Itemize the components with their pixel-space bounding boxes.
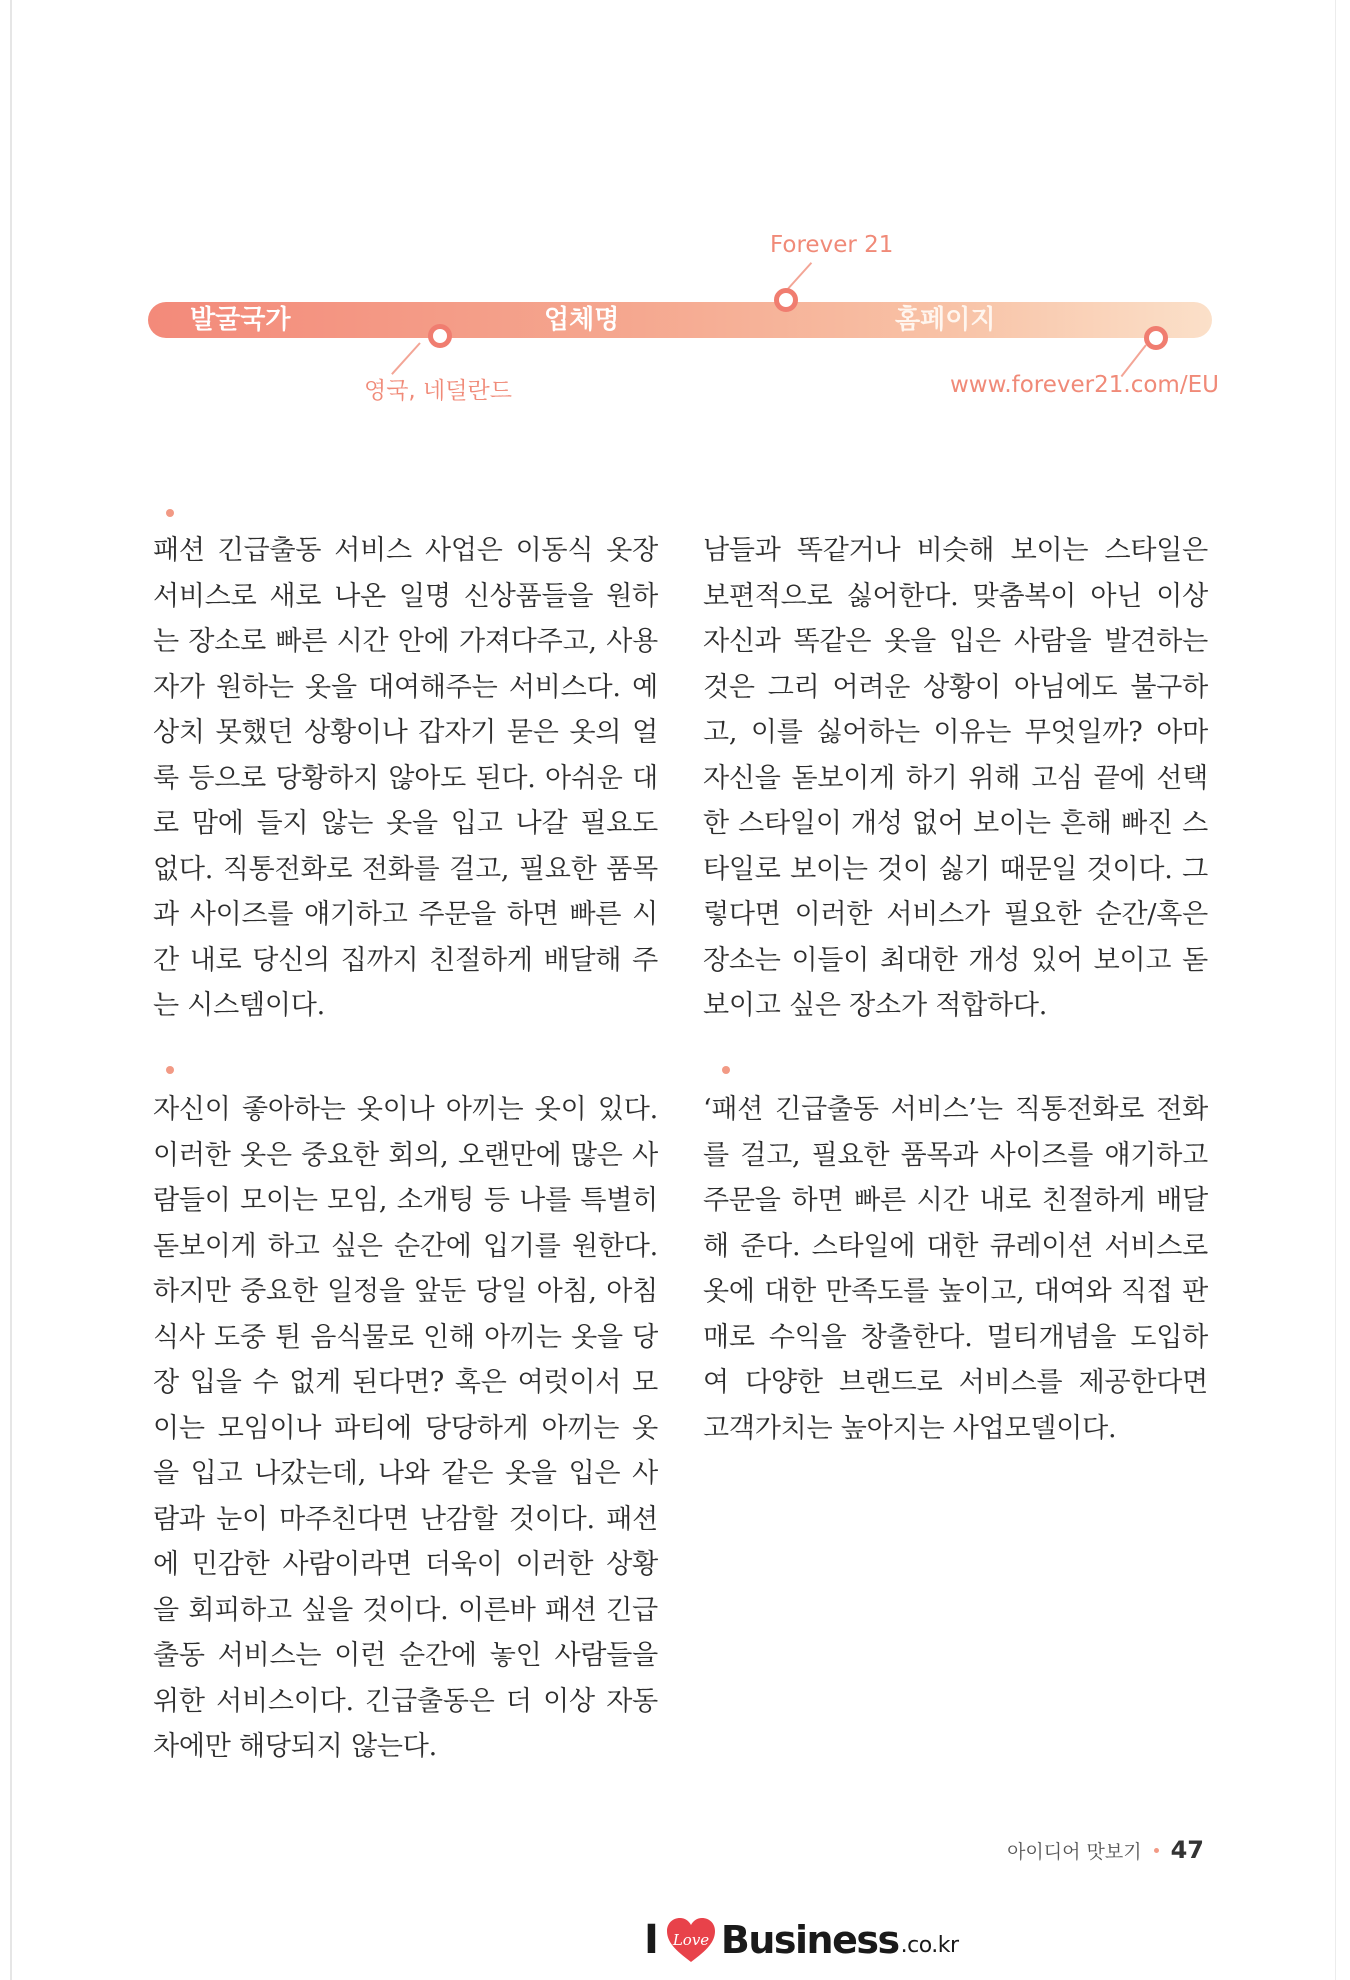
paragraph: 남들과 똑같거나 비슷해 보이는 스타일은 보편적으로 싫어한다. 맞춤복이 아닌 이상 자신과 똑같은 옷을 입은 사람을 발견하는 것은 그리 어려운 상황이 아님에도 불구하고, 이를 싫어하는 이유는 무엇일까? 아마 자신을 돋보이게 하기 위해 고심 끝에 선택한 스타일이 개성 없어 보이는 흔해 빠진 스타일로 보이는 것이 싫기 때문일 것이다. 그렇다면 이러한 서비스가 필요한 순간/혹은 장소는 이들이 최대한 개성 있어 보이고 돋보이고 싶은 장소가 적합하다. xyxy=(703,535,1208,1021)
heart-icon xyxy=(665,1916,717,1964)
paragraph: 패션 긴급출동 서비스 사업은 이동식 옷장 서비스로 새로 나온 일명 신상품들을 원하는 장소로 빠른 시간 안에 가져다주고, 사용자가 원하는 옷을 대여해주는 서비스다. 예상치 못했던 상황이나 갑자기 묻은 옷의 얼룩 등으로 당황하지 않아도 된다. 아쉬운 대로 맘에 들지 않는 옷을 입고 나갈 필요도 없다. 직통전화로 전화를 걸고, 필요한 품목과 사이즈를 얘기하고 주문을 하면 빠른 시간 내로 당신의 집까지 친절하게 배달해 주는 시스템이다. xyxy=(153,535,658,1021)
paragraph: ‘패션 긴급출동 서비스’는 직통전화로 전화를 걸고, 필요한 품목과 사이즈를 얘기하고 주문을 하면 빠른 시간 내로 친절하게 배달해 준다. 스타일에 대한 큐레이션 서비스로 옷에 대한 만족도를 높이고, 대여와 직접 판매로 수익을 창출한다. 멀티개념을 도입하여 다양한 브랜드로 서비스를 제공한다면 고객가치는 높아지는 사업모델이다. xyxy=(703,1094,1208,1444)
footer-separator xyxy=(1154,1848,1159,1853)
body-column-right-top xyxy=(703,528,1208,1029)
brand-tld: .co.kr xyxy=(900,1932,959,1958)
country-marker xyxy=(428,324,452,348)
body-column-left-top xyxy=(153,528,658,1029)
paragraph-bullet xyxy=(166,1066,174,1074)
country-value: 영국, 네덜란드 xyxy=(364,378,512,404)
leader-line xyxy=(785,262,812,292)
body-column-left-bottom xyxy=(153,1087,658,1770)
info-bar xyxy=(148,302,1212,338)
paragraph-bullet xyxy=(166,509,174,517)
section-title: 아이디어 맛보기 xyxy=(1007,1840,1142,1863)
homepage-label: 홈페이지 xyxy=(895,305,996,335)
brand-name: Business xyxy=(720,1918,899,1962)
heart-text: Love xyxy=(672,1931,710,1949)
leader-line xyxy=(391,342,421,375)
company-marker xyxy=(774,288,798,312)
body-column-right-bottom xyxy=(703,1087,1208,1451)
homepage-marker xyxy=(1144,326,1168,350)
country-label: 발굴국가 xyxy=(190,305,291,335)
homepage-value: www.forever21.com/EU xyxy=(950,372,1219,398)
running-footer xyxy=(1007,1836,1204,1864)
paragraph-bullet xyxy=(722,1066,730,1074)
brand-logo xyxy=(644,1912,959,1968)
paragraph: 자신이 좋아하는 옷이나 아끼는 옷이 있다. 이러한 옷은 중요한 회의, 오랜만에 많은 사람들이 모이는 모임, 소개팅 등 나를 특별히 돋보이게 하고 싶은 순간에 입기를 원한다. 하지만 중요한 일정을 앞둔 당일 아침, 아침 식사 도중 튄 음식물로 인해 아끼는 옷을 당장 입을 수 없게 된다면? 혹은 여럿이서 모이는 모임이나 파티에 당당하게 아끼는 옷을 입고 나갔는데, 나와 같은 옷을 입은 사람과 눈이 마주친다면 난감할 것이다. 패션에 민감한 사람이라면 더욱이 이러한 상황을 회피하고 싶을 것이다. 이른바 패션 긴급출동 서비스는 이런 순간에 놓인 사람들을 위한 서비스이다. 긴급출동은 더 이상 자동차에만 해당되지 않는다. xyxy=(153,1094,658,1762)
company-label: 업체명 xyxy=(544,305,620,335)
info-timeline xyxy=(0,0,1350,420)
company-value: Forever 21 xyxy=(770,232,894,258)
brand-i: I xyxy=(644,1917,659,1963)
page-number: 47 xyxy=(1170,1836,1204,1864)
